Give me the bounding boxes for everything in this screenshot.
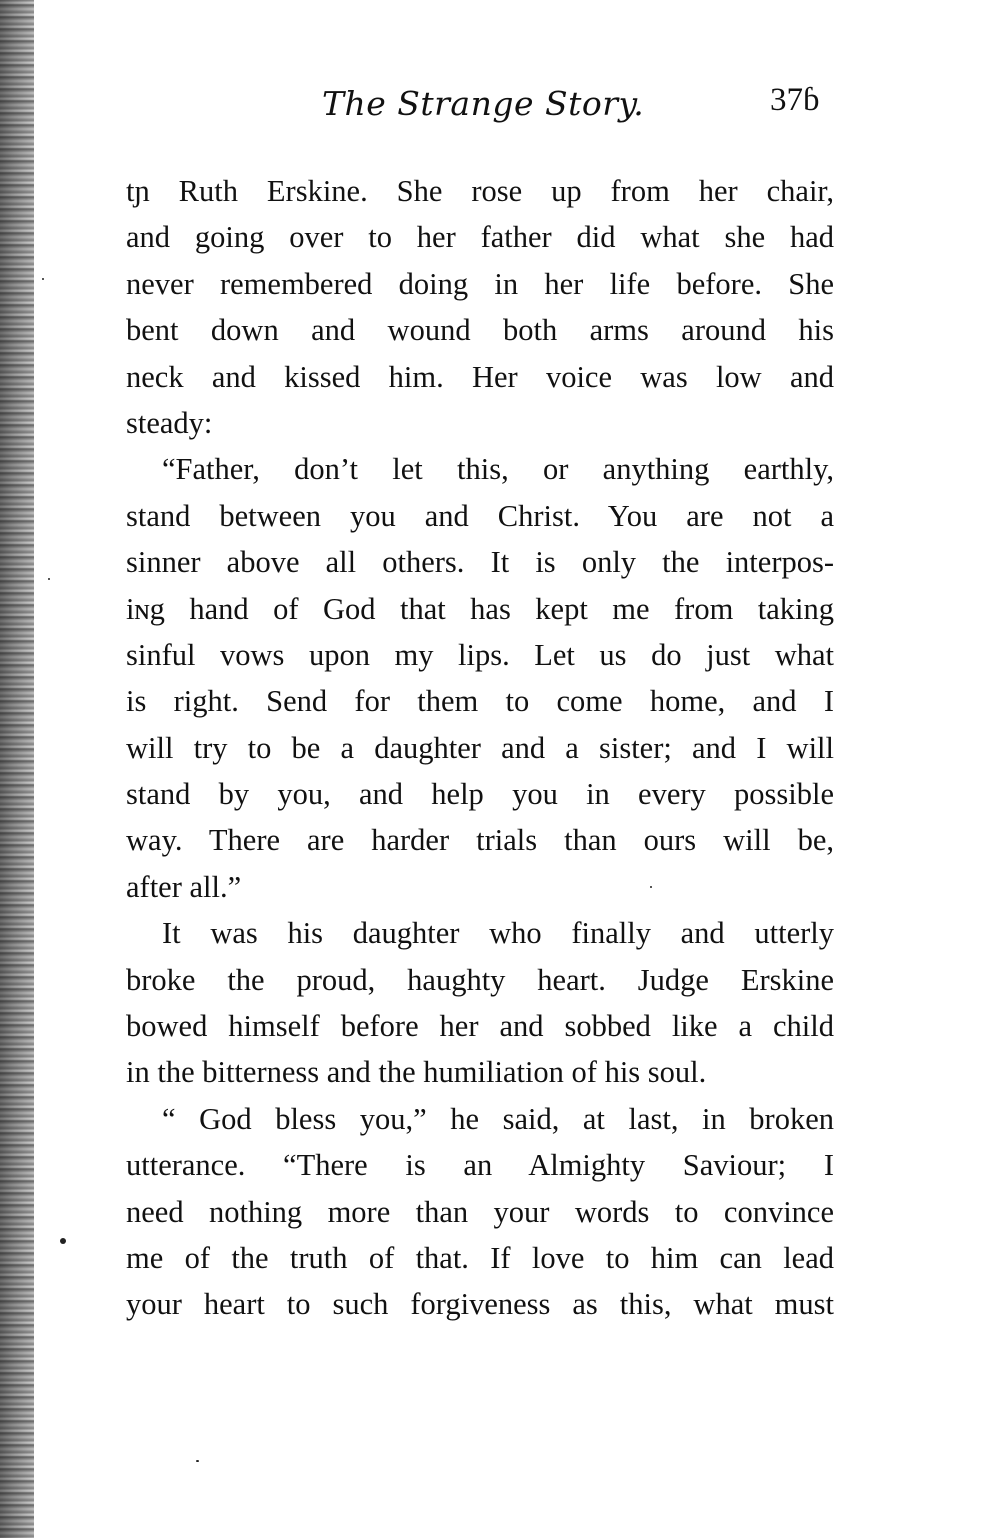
text-line: is right. Send for them to come home, and I [126, 684, 834, 719]
text-line: neck and kissed him. Her voice was low and [126, 359, 834, 394]
text-line: sinner above all others. It is only the interpos- [126, 545, 834, 580]
ink-speck [48, 578, 50, 580]
page-gutter-shadow [0, 0, 34, 1538]
ink-speck [196, 1460, 199, 1462]
text-line: bent down and wound both arms around his [126, 313, 834, 348]
text-line: after all.” [126, 869, 242, 904]
text-line: me of the truth of that. If love to him can lead [126, 1240, 834, 1275]
text-line: bowed himself before her and sobbed like a child [126, 1009, 834, 1044]
text-line: your heart to such forgiveness as this, what must [126, 1287, 834, 1322]
text-line: will try to be a daughter and a sister; and I will [126, 730, 834, 765]
ink-speck [42, 278, 44, 280]
text-line: and going over to her father did what she had [126, 220, 834, 255]
text-line: “ God bless you,” he said, at last, in broken [162, 1101, 834, 1136]
text-line: never remembered doing in her life before. She [126, 266, 834, 301]
text-line: It was his daughter who finally and utterly [162, 916, 834, 951]
text-line: “Father, don’t let this, or anything earthly, [162, 452, 834, 487]
text-line: way. There are harder trials than ours will be, [126, 823, 834, 858]
text-line: stand between you and Christ. You are not a [126, 498, 834, 533]
text-line: stand by you, and help you in every possible [126, 777, 834, 812]
text-line: iɴg hand of God that has kept me from taking [126, 591, 834, 626]
text-line: in the bitterness and the humiliation of his soul. [126, 1055, 707, 1090]
text-line: steady: [126, 405, 213, 440]
text-line: tɲ Ruth Erskine. She rose up from her chair, [126, 174, 834, 208]
text-line: utterance. “There is an Almighty Saviour; I [126, 1148, 834, 1183]
body-text [126, 168, 834, 1328]
text-line: sinful vows upon my lips. Let us do just what [126, 637, 834, 672]
ink-speck [60, 1238, 66, 1244]
page-number: 37ɓ [770, 82, 820, 118]
text-line: broke the proud, haughty heart. Judge Erskine [126, 962, 834, 997]
text-line: need nothing more than your words to convince [126, 1194, 834, 1229]
running-head-title: The Strange Story. [322, 84, 645, 123]
